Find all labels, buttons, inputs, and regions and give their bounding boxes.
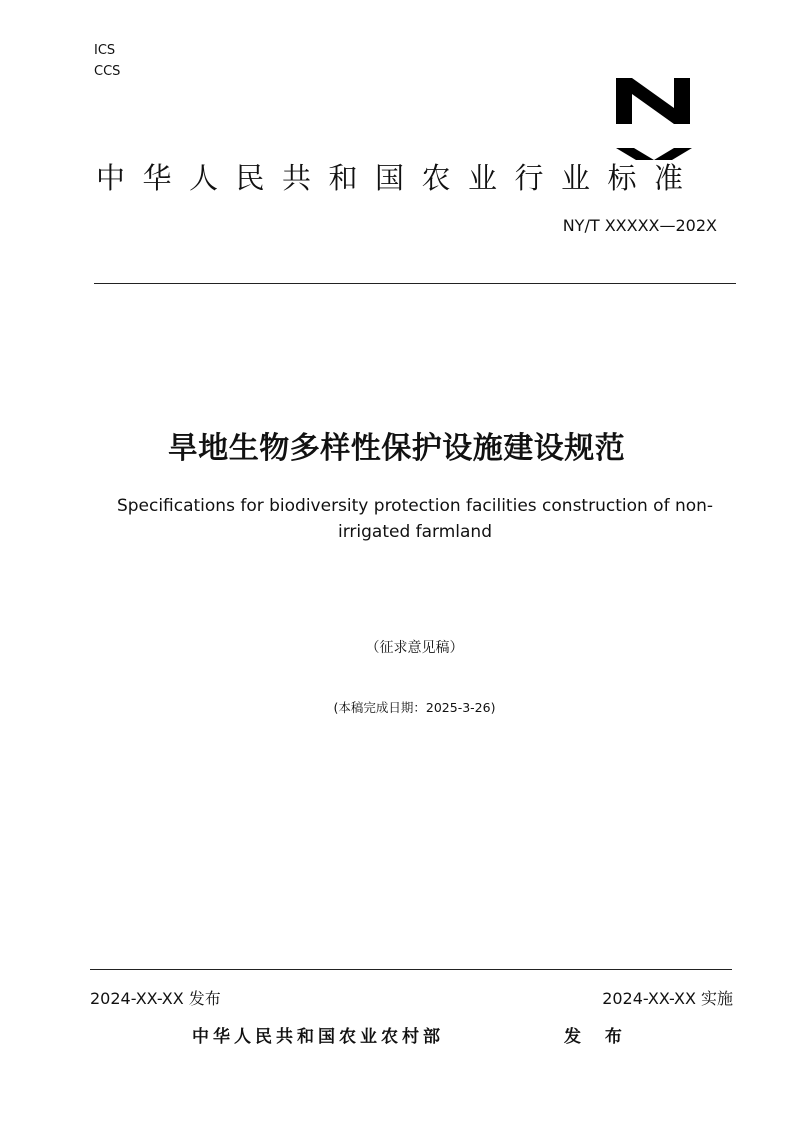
standard-category: 中华人民共和国农业行业标准 <box>96 161 701 195</box>
publish-label: 发 布 <box>564 1027 631 1047</box>
classification-codes <box>94 40 120 82</box>
bottom-divider <box>90 969 732 970</box>
ny-logo-icon <box>616 78 690 124</box>
document-title-english: Specifications for biodiversity protection facilities construction of non-irrigated farmland <box>116 496 714 542</box>
publisher-name: 中华人民共和国农业农村部 <box>192 1027 444 1047</box>
logo-wedge-icon <box>616 148 692 160</box>
implementation-date: 2024-XX-XX 实施 <box>602 989 733 1008</box>
document-title-chinese: 旱地生物多样性保护设施建设规范 <box>167 431 626 466</box>
draft-label: （征求意见稿） <box>365 640 464 656</box>
standard-number: NY/T XXXXX—202X <box>562 216 717 235</box>
draft-completion-date: (本稿完成日期：2025-3-26) <box>333 700 496 715</box>
ics-label: ICS <box>94 43 116 58</box>
top-divider <box>94 283 736 284</box>
ccs-label: CCS <box>94 64 121 79</box>
issue-date: 2024-XX-XX 发布 <box>90 989 221 1008</box>
